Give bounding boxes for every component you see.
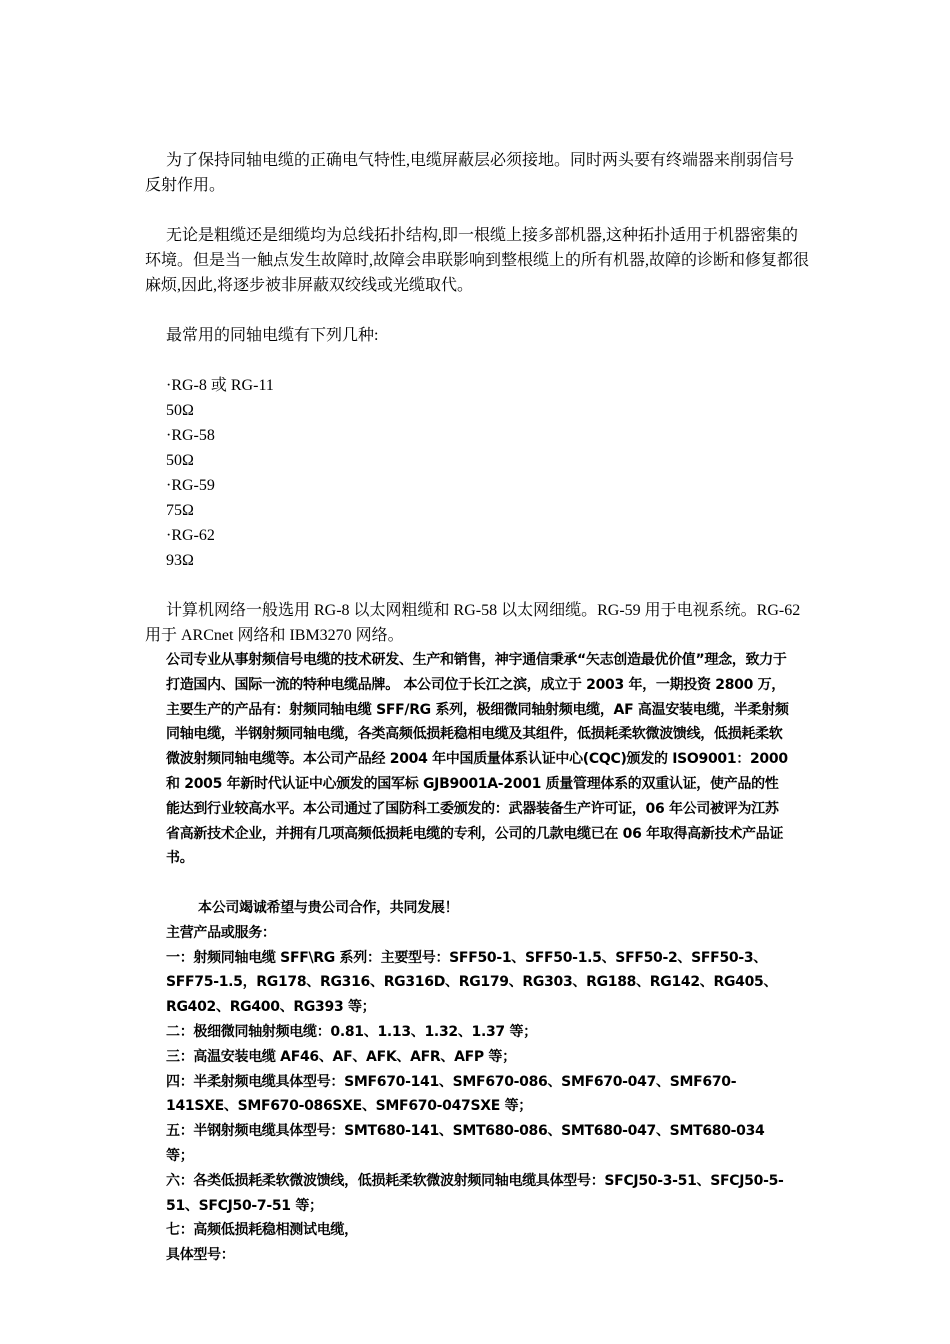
- product-item: 二：极细微同轴射频电缆：0.81、1.13、1.32、1.37 等；: [166, 1023, 537, 1040]
- spacer: [145, 573, 809, 598]
- cooperation-line: 本公司竭诚希望与贵公司合作，共同发展！: [198, 899, 459, 916]
- paragraph-common-types: 最常用的同轴电缆有下列几种:: [166, 327, 379, 344]
- product-item: 五：半钢射频电缆具体型号：SMT680-141、SMT680-086、SMT680-047、SMT680-034 等；: [166, 1123, 765, 1164]
- spacer: [145, 198, 809, 223]
- list-item: ·RG-58: [166, 427, 215, 444]
- paragraph-topology: 无论是粗缆还是细缆均为总线拓扑结构,即一根缆上接多部机器,这种拓扑适用于机器密集的环境。但是当一触点发生故障时,故障会串联影响到整根缆上的所有机器,故障的诊断和修复都很麻烦,因此,将逐步被非屏蔽双绞线或光缆取代。: [145, 227, 810, 294]
- paragraph-grounding: 为了保持同轴电缆的正确电气特性,电缆屏蔽层必须接地。同时两头要有终端器来削弱信号反射作用。: [145, 152, 795, 194]
- list-item: 50Ω: [166, 402, 194, 419]
- list-item: 75Ω: [166, 502, 194, 519]
- list-item: ·RG-62: [166, 527, 215, 544]
- document-page: [145, 148, 809, 1268]
- product-item: 七：高频低损耗稳相测试电缆，: [166, 1222, 358, 1239]
- paragraph-network-usage: 计算机网络一般选用 RG-8 以太网粗缆和 RG-58 以太网细缆。RG-59 用于电视系统。RG-62 用于 ARCnet 网络和 IBM3270 网络。: [145, 602, 801, 644]
- company-section: [145, 648, 791, 1268]
- list-item: 50Ω: [166, 452, 194, 469]
- coax-section: [145, 148, 809, 648]
- list-item: ·RG-8 或 RG-11: [166, 377, 274, 394]
- cable-type-list: [145, 373, 809, 573]
- list-item: ·RG-59: [166, 477, 215, 494]
- product-item: 一：射频同轴电缆 SFF\RG 系列：主要型号：SFF50-1、SFF50-1.5、SFF50-2、SFF50-3、SFF75-1.5，RG178、RG316、RG316D、RG179、RG303、RG188、RG142、RG405、RG402、RG400、RG393 等；: [166, 949, 778, 1016]
- product-item: 具体型号：: [166, 1247, 235, 1264]
- product-item: 四：半柔射频电缆具体型号：SMF670-141、SMF670-086、SMF670-047、SMF670-141SXE、SMF670-086SXE、SMF670-047SXE 等；: [166, 1073, 737, 1115]
- company-intro: 公司专业从事射频信号电缆的技术研发、生产和销售，神宇通信秉承“矢志创造最优价值”理念，致力于打造国内、国际一流的特种电缆品牌。 本公司位于长江之滨，成立于 2003 年，一期投资 2800 万，主要生产的产品有：射频同轴电缆 SFF/RG 系列，极细微同轴射频电缆，AF 高温安装电缆，半柔射频同轴电缆，半钢射频同轴电缆，各类高频低损耗稳相电缆及其组件，低损耗柔软微波馈线，低损耗柔软微波射频同轴电缆等。本公司产品经 2004 年中国质量体系认证中心(CQC)颁发的 ISO9001：2000 和 2005 年新时代认证中心颁发的国军标 GJB9001A-2001 质量管理体系的双重认证，使产品的性能达到行业较高水平。本公司通过了国防科工委颁发的：武器装备生产许可证，06 年公司被评为江苏省高新技术企业，并拥有几项高频低损耗电缆的专利，公司的几款电缆已在 06 年取得高新技术产品证书。: [166, 652, 789, 867]
- list-item: 93Ω: [166, 552, 194, 569]
- spacer: [145, 348, 809, 373]
- spacer: [145, 298, 809, 323]
- spacer: [166, 871, 791, 896]
- product-item: 三：高温安装电缆 AF46、AF、AFK、AFR、AFP 等；: [166, 1048, 516, 1065]
- products-heading: 主营产品或服务：: [166, 924, 276, 941]
- product-item: 六：各类低损耗柔软微波馈线，低损耗柔软微波射频同轴电缆具体型号：SFCJ50-3-51、SFCJ50-5-51、SFCJ50-7-51 等；: [166, 1172, 784, 1214]
